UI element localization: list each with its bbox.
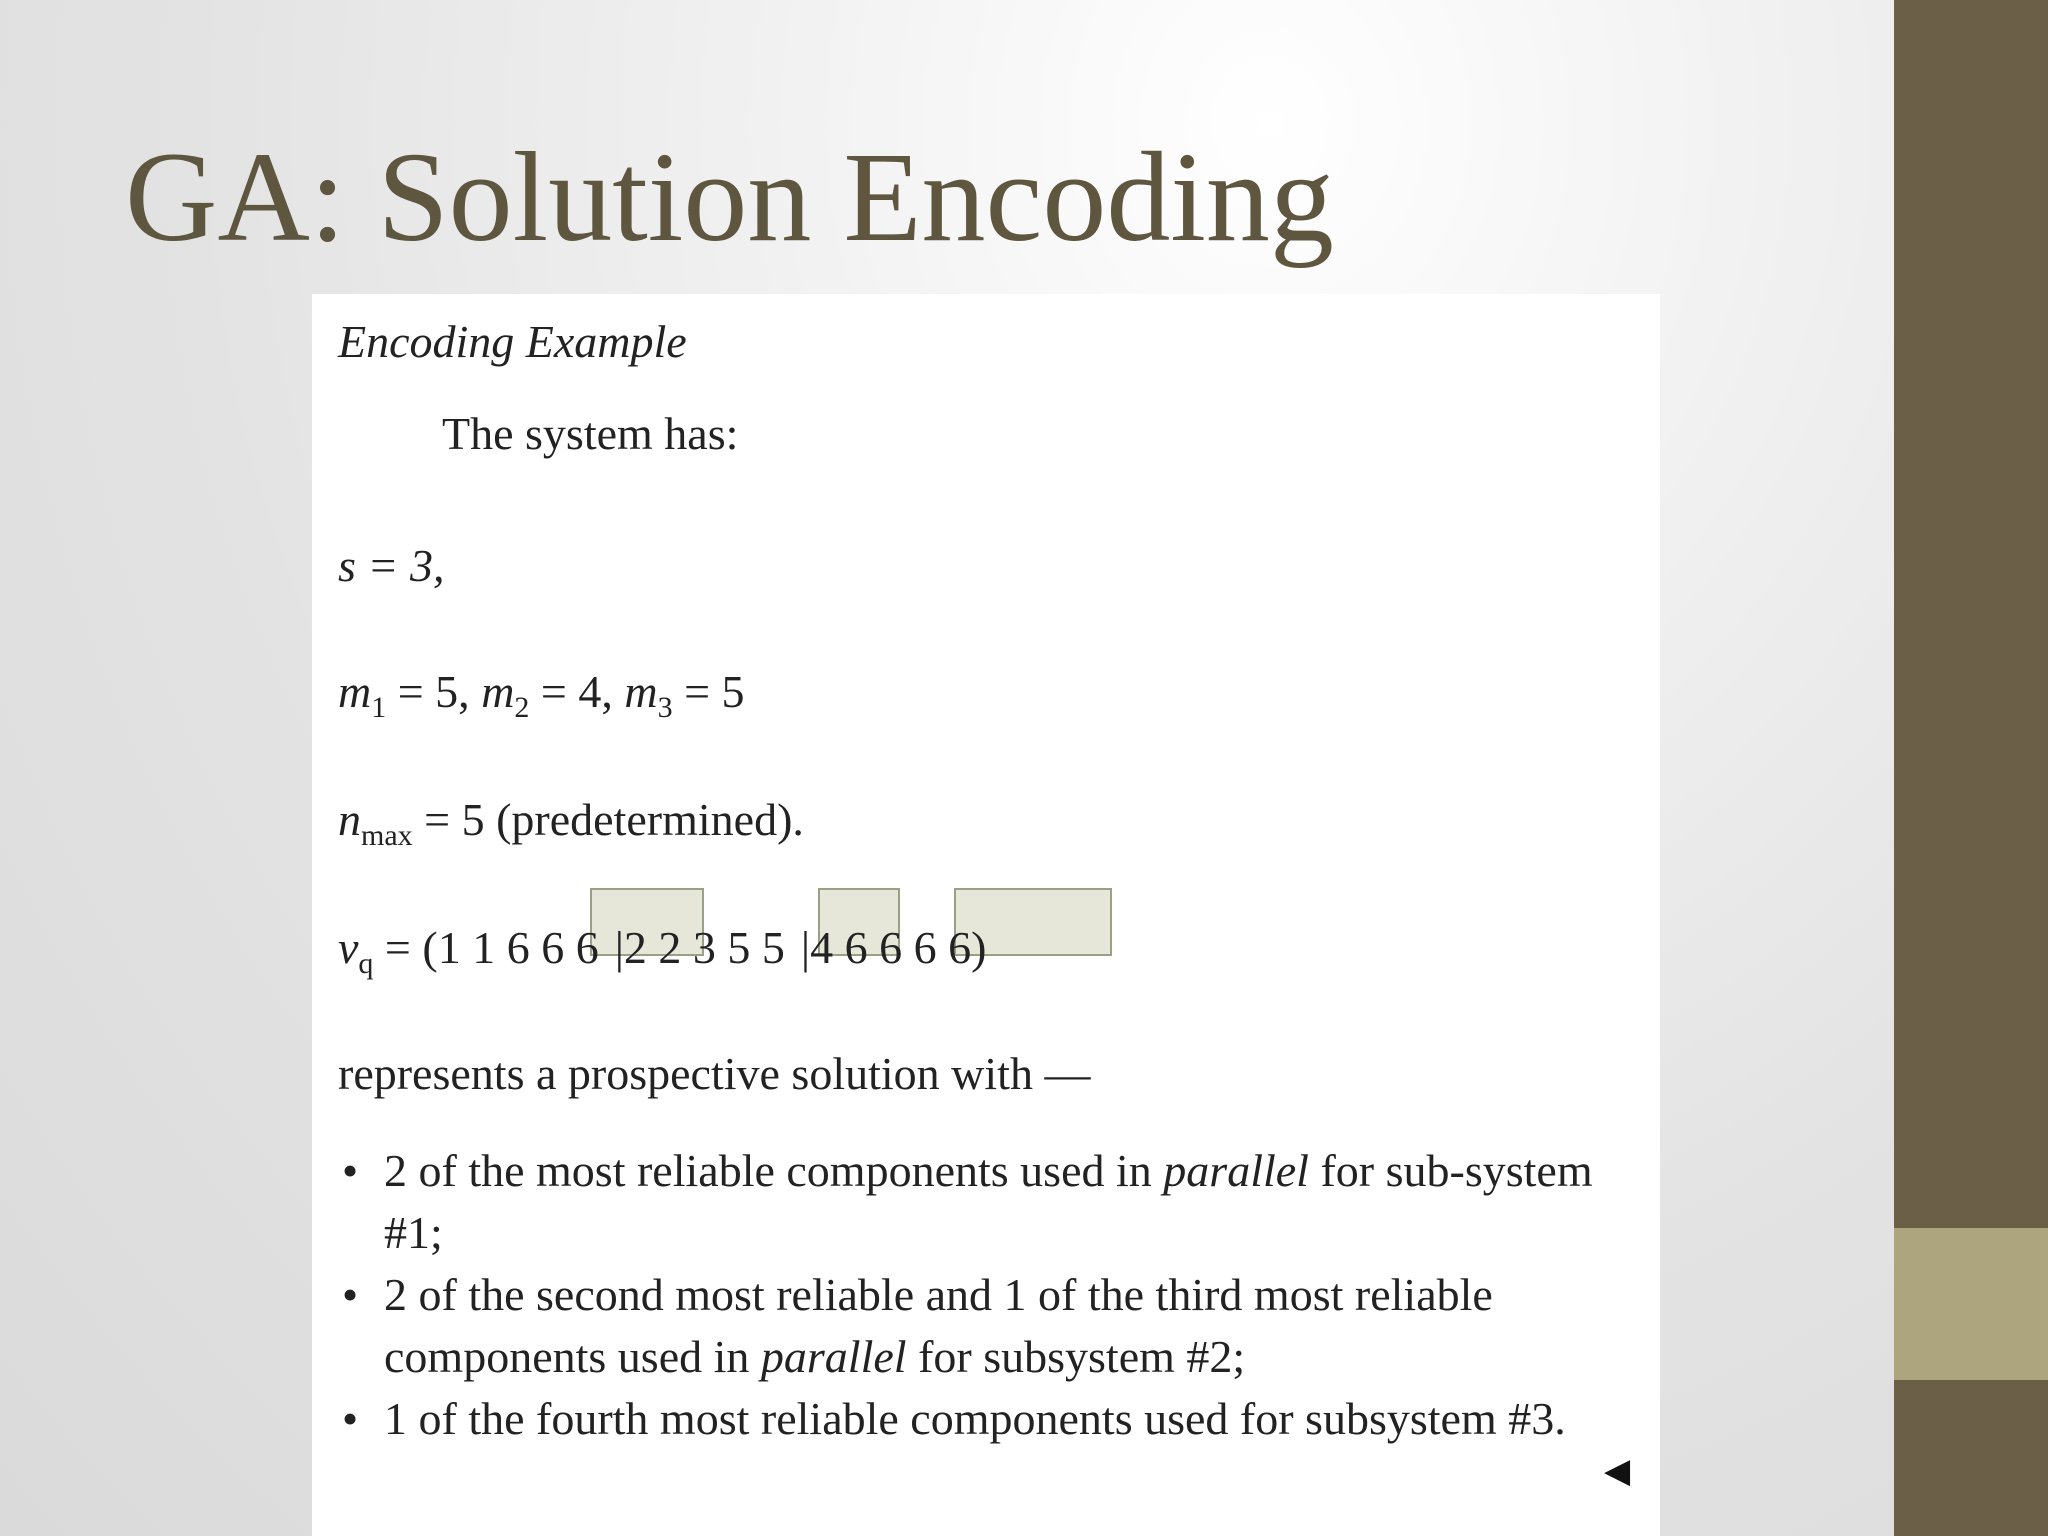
- bullet-1-pre: 2 of the most reliable components used in: [384, 1145, 1164, 1196]
- solution-bullet-list: [338, 1140, 1638, 1450]
- slide-title: GA: Solution Encoding: [125, 126, 1334, 268]
- vector-close: ): [971, 922, 987, 973]
- bullet-item-1: [338, 1140, 1638, 1264]
- vector-segment-2: 2 2 3 5 5: [623, 922, 785, 973]
- v-sub: q: [358, 947, 374, 981]
- bullet-dot: •: [342, 1393, 359, 1444]
- m1-value: = 5,: [386, 666, 482, 717]
- v-var: v: [338, 922, 359, 973]
- equation-s: [338, 538, 444, 594]
- vector-separator-2: |: [800, 922, 811, 973]
- bullet-1-em: parallel: [1163, 1145, 1309, 1196]
- bullet-2-em: parallel: [760, 1331, 907, 1382]
- bullet-1-post: for sub-system #1;: [384, 1145, 1593, 1258]
- equation-m: [338, 664, 745, 725]
- bullet-dot: •: [342, 1269, 359, 1320]
- m1-var: m: [338, 666, 372, 717]
- vector-separator-1: |: [614, 922, 624, 973]
- m3-value: = 5: [672, 666, 745, 717]
- bullet-dot: •: [342, 1145, 359, 1196]
- bullet-2-pre: 2 of the second most reliable and 1 of the third most reliable components used in: [384, 1269, 1493, 1382]
- m3-var: m: [624, 666, 658, 717]
- intro-text: The system has:: [442, 408, 739, 459]
- v-eq: = (: [373, 922, 438, 973]
- equation-s-text: s = 3,: [338, 540, 445, 591]
- decorative-sidebar-accent: [1894, 1228, 2048, 1380]
- n-sub: max: [361, 819, 413, 853]
- bullet-2-post: for subsystem #2;: [906, 1331, 1246, 1382]
- bullet-item-3: [338, 1388, 1638, 1450]
- m3-sub: 3: [657, 691, 673, 725]
- equation-vector: [338, 920, 987, 981]
- excerpt-heading: Encoding Example: [338, 316, 687, 367]
- equation-nmax: [338, 792, 804, 853]
- encoding-example-excerpt: [312, 294, 1660, 1536]
- n-rest: = 5 (predetermined).: [412, 794, 804, 845]
- represents-text: represents a prospective solution with —: [338, 1048, 1091, 1099]
- n-var: n: [338, 794, 361, 845]
- end-marker-icon: ◀: [1604, 1453, 1631, 1490]
- m1-sub: 1: [371, 691, 387, 725]
- bullet-item-2: [338, 1264, 1638, 1388]
- vector-segment-1: 1 1 6 6 6: [437, 922, 599, 973]
- vector-segment-3: 4 6 6 6 6: [810, 922, 972, 973]
- m2-var: m: [481, 666, 515, 717]
- m2-value: = 4,: [529, 666, 625, 717]
- bullet-3-pre: 1 of the fourth most reliable components used for subsystem #3.: [384, 1393, 1566, 1444]
- m2-sub: 2: [514, 691, 530, 725]
